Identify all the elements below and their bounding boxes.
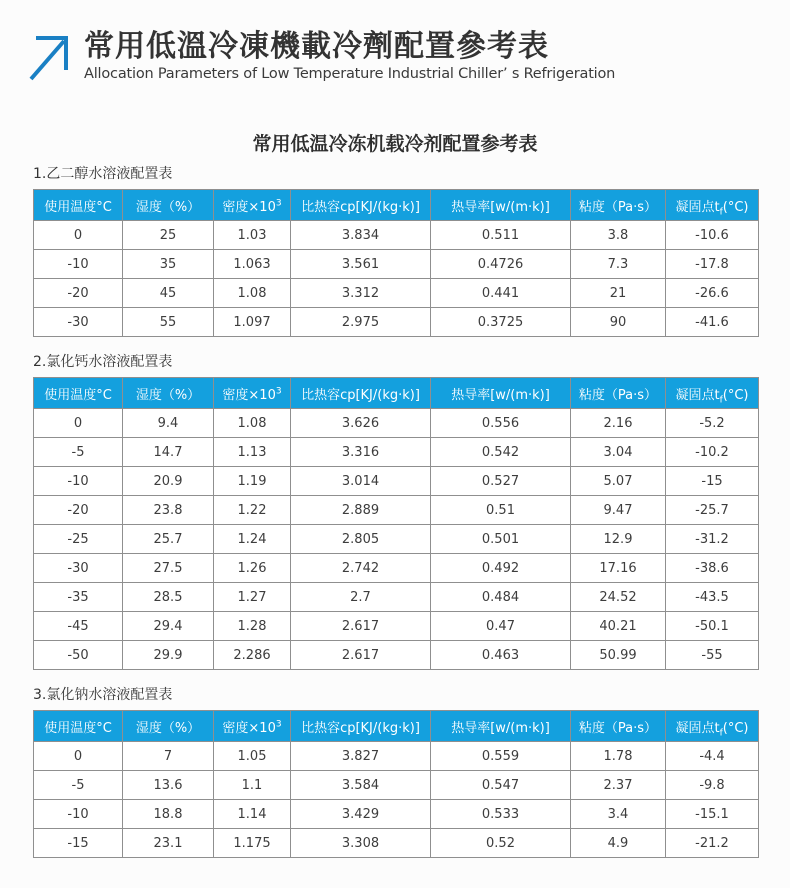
table-row <box>34 409 759 438</box>
table-row <box>34 742 759 771</box>
document-title: 常用低温冷冻机载冷剂配置参考表 <box>252 133 538 155</box>
table-cell: 0.556 <box>431 409 571 438</box>
table-cell: 55 <box>123 308 214 337</box>
table-cell: 3.834 <box>291 221 431 250</box>
table-cell: 0.547 <box>431 771 571 800</box>
table-cell: 3.626 <box>291 409 431 438</box>
table-cell: 3.316 <box>291 438 431 467</box>
table-cell: 1.78 <box>571 742 666 771</box>
table-cell: -9.8 <box>666 771 759 800</box>
column-header-6: 凝固点$t_f(^\circ C)$ <box>666 378 759 409</box>
table-cell: 0 <box>34 221 123 250</box>
table-cell: 2.805 <box>291 525 431 554</box>
table-cell: 1.19 <box>214 467 291 496</box>
table-cell: 0.51 <box>431 496 571 525</box>
column-header-5: 粘度（Pa·s） <box>571 378 666 409</box>
table-row <box>34 308 759 337</box>
table-cell: 50.99 <box>571 641 666 670</box>
table-cell: -15.1 <box>666 800 759 829</box>
table-cell: 0.3725 <box>431 308 571 337</box>
table-cell: 5.07 <box>571 467 666 496</box>
table-cell: 0.527 <box>431 467 571 496</box>
table-row <box>34 800 759 829</box>
table-cell: 3.584 <box>291 771 431 800</box>
table-cell: 4.9 <box>571 829 666 858</box>
table-cell: -5.2 <box>666 409 759 438</box>
column-header-3: 比热容cp[KJ/(kg·k)] <box>291 711 431 742</box>
table-header-row <box>34 190 759 221</box>
table-cell: -38.6 <box>666 554 759 583</box>
brand-subtitle: Allocation Parameters of Low Temperature Industrial Chiller’ s Refrigeration <box>84 66 616 82</box>
table-cell: 23.8 <box>123 496 214 525</box>
column-header-2: 密度$\times 10^3$ <box>214 190 291 221</box>
table-cell: -26.6 <box>666 279 759 308</box>
table-cell: 1.26 <box>214 554 291 583</box>
table-row <box>34 467 759 496</box>
table-cell: 23.1 <box>123 829 214 858</box>
table-cell: 0.492 <box>431 554 571 583</box>
table-cell: 0.511 <box>431 221 571 250</box>
table-cell: -15 <box>34 829 123 858</box>
table-cell: 25 <box>123 221 214 250</box>
table-cell: 1.24 <box>214 525 291 554</box>
table-cell: -25.7 <box>666 496 759 525</box>
table-cell: 9.47 <box>571 496 666 525</box>
table-cell: 0.559 <box>431 742 571 771</box>
table-row <box>34 438 759 467</box>
table-cell: 2.617 <box>291 641 431 670</box>
table-cell: 1.175 <box>214 829 291 858</box>
table-row <box>34 279 759 308</box>
table-row <box>34 525 759 554</box>
table-cell: -50.1 <box>666 612 759 641</box>
table-row <box>34 554 759 583</box>
table-header-row <box>34 378 759 409</box>
table-cell: -5 <box>34 438 123 467</box>
table-cell: 1.097 <box>214 308 291 337</box>
table-cell: 20.9 <box>123 467 214 496</box>
table-sodium-chloride <box>33 710 759 858</box>
table-cell: 3.827 <box>291 742 431 771</box>
table-cell: -20 <box>34 279 123 308</box>
table-cell: -4.4 <box>666 742 759 771</box>
column-header-5: 粘度（Pa·s） <box>571 190 666 221</box>
column-header-1: 湿度（%） <box>123 378 214 409</box>
table-cell: 3.014 <box>291 467 431 496</box>
table-cell: 0 <box>34 409 123 438</box>
table-cell: 2.37 <box>571 771 666 800</box>
table-cell: 1.14 <box>214 800 291 829</box>
table-cell: 45 <box>123 279 214 308</box>
table-cell: 40.21 <box>571 612 666 641</box>
table-cell: 1.28 <box>214 612 291 641</box>
table-cell: 2.617 <box>291 612 431 641</box>
table-calcium-chloride <box>33 377 759 670</box>
brand-header <box>0 0 790 83</box>
table-cell: 29.4 <box>123 612 214 641</box>
table-cell: 0.501 <box>431 525 571 554</box>
table-cell: 13.6 <box>123 771 214 800</box>
column-header-5: 粘度（Pa·s） <box>571 711 666 742</box>
table-cell: -10.2 <box>666 438 759 467</box>
table-cell: -55 <box>666 641 759 670</box>
table-cell: 3.561 <box>291 250 431 279</box>
brand-title: 常用低溫冷凍機載冷劑配置參考表 <box>84 29 549 64</box>
table-cell: 0.52 <box>431 829 571 858</box>
table-cell: 1.03 <box>214 221 291 250</box>
table-cell: 7.3 <box>571 250 666 279</box>
table-cell: 9.4 <box>123 409 214 438</box>
table-row <box>34 771 759 800</box>
table-cell: 7 <box>123 742 214 771</box>
table-row <box>34 612 759 641</box>
table-header-row <box>34 711 759 742</box>
column-header-2: 密度$\times 10^3$ <box>214 711 291 742</box>
table-cell: 12.9 <box>571 525 666 554</box>
table-cell: 0 <box>34 742 123 771</box>
section-label-calcium-chloride: 2.氯化钙水溶液配置表 <box>33 354 173 370</box>
table-cell: 3.4 <box>571 800 666 829</box>
table-cell: 3.308 <box>291 829 431 858</box>
table-cell: -43.5 <box>666 583 759 612</box>
arrow-up-right-icon <box>28 30 74 82</box>
table-cell: -31.2 <box>666 525 759 554</box>
table-cell: 27.5 <box>123 554 214 583</box>
column-header-3: 比热容cp[KJ/(kg·k)] <box>291 378 431 409</box>
table-cell: 2.7 <box>291 583 431 612</box>
table-ethylene-glycol <box>33 189 759 337</box>
table-cell: 3.04 <box>571 438 666 467</box>
table-cell: 90 <box>571 308 666 337</box>
section-label-sodium-chloride: 3.氯化钠水溶液配置表 <box>33 687 173 703</box>
table-cell: 1.08 <box>214 279 291 308</box>
table-cell: 1.05 <box>214 742 291 771</box>
table-cell: 1.22 <box>214 496 291 525</box>
table-cell: -41.6 <box>666 308 759 337</box>
table-cell: -10 <box>34 467 123 496</box>
table-cell: 2.742 <box>291 554 431 583</box>
table-cell: -10.6 <box>666 221 759 250</box>
table-cell: 1.063 <box>214 250 291 279</box>
table-cell: -30 <box>34 308 123 337</box>
table-cell: 0.47 <box>431 612 571 641</box>
column-header-1: 湿度（%） <box>123 711 214 742</box>
column-header-4: 热导率[w/(m·k)] <box>431 190 571 221</box>
table-cell: 0.441 <box>431 279 571 308</box>
table-cell: 0.4726 <box>431 250 571 279</box>
column-header-2: 密度$\times 10^3$ <box>214 378 291 409</box>
table-cell: -45 <box>34 612 123 641</box>
column-header-4: 热导率[w/(m·k)] <box>431 378 571 409</box>
table-row <box>34 583 759 612</box>
table-cell: 25.7 <box>123 525 214 554</box>
table-cell: 3.429 <box>291 800 431 829</box>
column-header-1: 湿度（%） <box>123 190 214 221</box>
table-row <box>34 829 759 858</box>
table-cell: 1.1 <box>214 771 291 800</box>
table-cell: 2.975 <box>291 308 431 337</box>
table-cell: 0.542 <box>431 438 571 467</box>
column-header-0: 使用温度°C <box>34 378 123 409</box>
column-header-3: 比热容cp[KJ/(kg·k)] <box>291 190 431 221</box>
table-cell: 21 <box>571 279 666 308</box>
table-cell: 1.13 <box>214 438 291 467</box>
table-cell: -5 <box>34 771 123 800</box>
table-cell: 1.08 <box>214 409 291 438</box>
table-cell: -35 <box>34 583 123 612</box>
table-cell: 3.8 <box>571 221 666 250</box>
table-row <box>34 496 759 525</box>
section-label-ethylene-glycol: 1.乙二醇水溶液配置表 <box>33 166 173 182</box>
table-cell: 35 <box>123 250 214 279</box>
column-header-0: 使用温度°C <box>34 711 123 742</box>
table-cell: 2.16 <box>571 409 666 438</box>
table-cell: -10 <box>34 250 123 279</box>
table-cell: 18.8 <box>123 800 214 829</box>
column-header-6: 凝固点$t_f(^\circ C)$ <box>666 711 759 742</box>
table-cell: 3.312 <box>291 279 431 308</box>
table-cell: -10 <box>34 800 123 829</box>
table-cell: 2.286 <box>214 641 291 670</box>
column-header-6: 凝固点$t_f(^\circ C)$ <box>666 190 759 221</box>
table-cell: 29.9 <box>123 641 214 670</box>
table-cell: -30 <box>34 554 123 583</box>
table-row <box>34 221 759 250</box>
table-cell: -15 <box>666 467 759 496</box>
table-row <box>34 250 759 279</box>
table-cell: 2.889 <box>291 496 431 525</box>
table-cell: -21.2 <box>666 829 759 858</box>
column-header-0: 使用温度°C <box>34 190 123 221</box>
table-cell: 1.27 <box>214 583 291 612</box>
table-cell: 28.5 <box>123 583 214 612</box>
table-row <box>34 641 759 670</box>
column-header-4: 热导率[w/(m·k)] <box>431 711 571 742</box>
table-cell: 0.463 <box>431 641 571 670</box>
table-cell: -20 <box>34 496 123 525</box>
brand-titles <box>84 30 615 83</box>
table-cell: 24.52 <box>571 583 666 612</box>
table-cell: 17.16 <box>571 554 666 583</box>
table-cell: 14.7 <box>123 438 214 467</box>
table-cell: 0.484 <box>431 583 571 612</box>
table-cell: 0.533 <box>431 800 571 829</box>
table-cell: -50 <box>34 641 123 670</box>
table-cell: -25 <box>34 525 123 554</box>
table-cell: -17.8 <box>666 250 759 279</box>
